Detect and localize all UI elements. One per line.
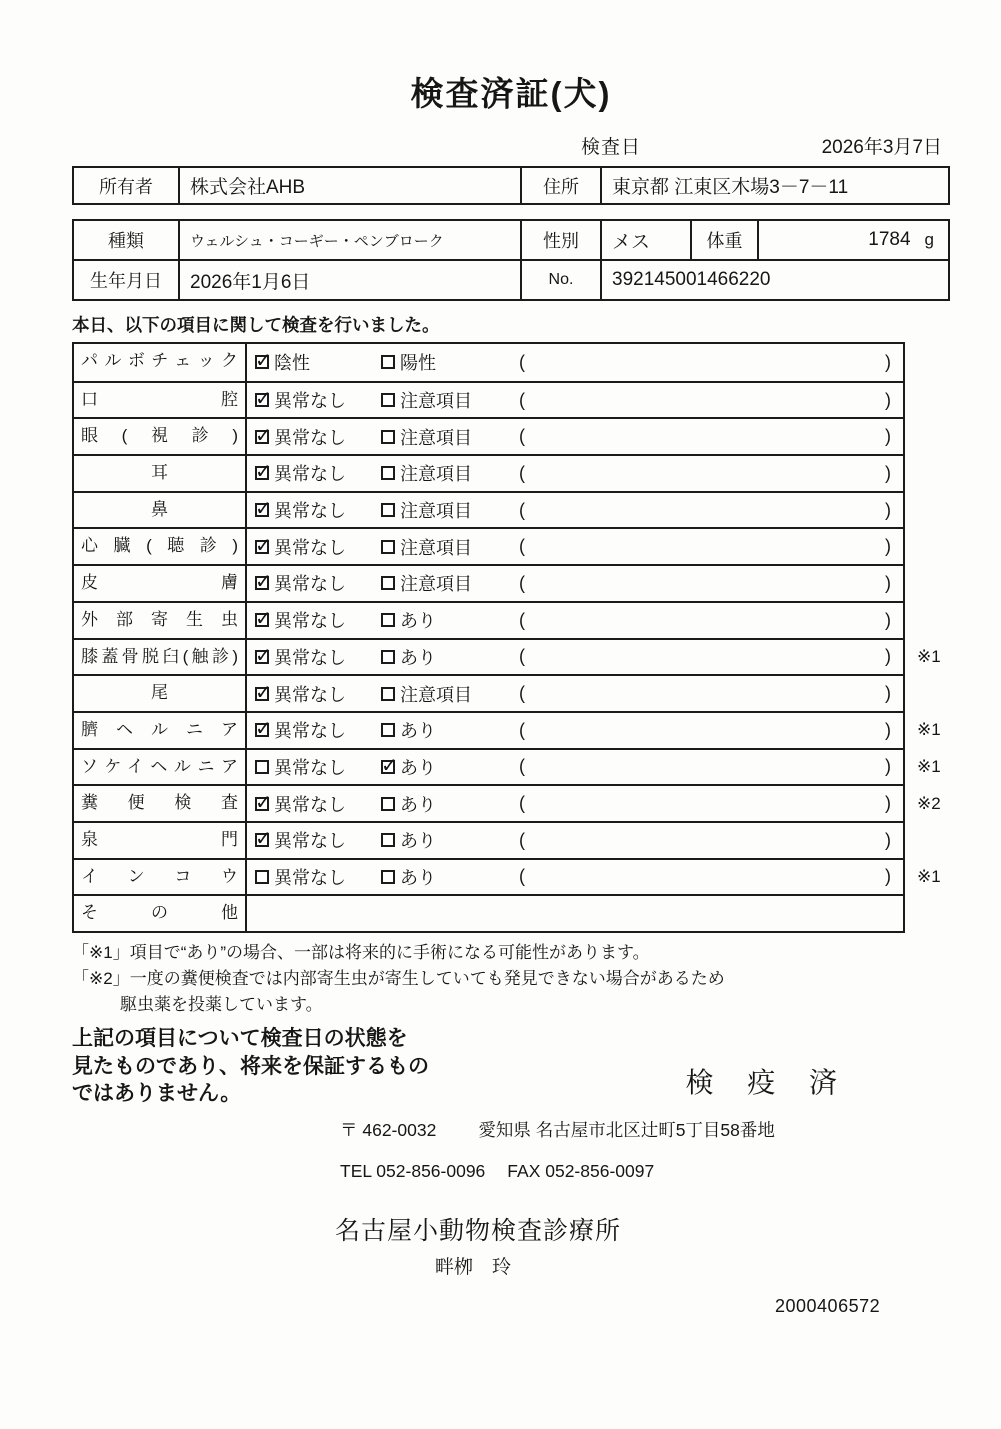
- paren-open: (: [519, 426, 525, 447]
- checkbox-option: [255, 424, 381, 450]
- checkbox-label: 注意項目: [400, 391, 472, 412]
- checklist-row: [74, 821, 903, 858]
- checkbox-checked-icon: [255, 393, 269, 407]
- checklist-row: [74, 417, 903, 454]
- paren-close: ): [885, 572, 891, 593]
- row-note: ※1: [917, 720, 941, 740]
- checkbox-option: [381, 534, 519, 560]
- paren-open: (: [519, 536, 525, 557]
- checkbox-option: [381, 387, 519, 413]
- checkbox-empty-icon: [381, 540, 395, 554]
- checklist-row: [74, 638, 941, 675]
- owner-label: 所有者: [73, 167, 179, 204]
- checklist-item-options: [247, 823, 903, 858]
- checkbox-label: 陽性: [400, 353, 436, 374]
- paren-close: ): [885, 499, 891, 520]
- address-label: 住所: [521, 167, 601, 204]
- statement-block: [72, 1025, 950, 1108]
- clinic-address: 愛知県 名古屋市北区辻町5丁目58番地: [478, 1119, 775, 1140]
- checkbox-option: [255, 681, 381, 707]
- row-note: ※2: [917, 793, 941, 813]
- checkbox-checked-icon: [255, 797, 269, 811]
- breed-value: ウェルシュ・コーギー・ペンブローク: [179, 220, 521, 260]
- intro-text: 本日、以下の項目に関して検査を行いました。: [72, 315, 440, 335]
- checklist-row: [74, 491, 903, 528]
- checkbox-label: 注意項目: [400, 427, 472, 448]
- checkbox-option: [381, 349, 519, 375]
- checklist-item-name: インコウ: [74, 860, 247, 895]
- owner-table: [72, 166, 950, 205]
- checkbox-empty-icon: [255, 870, 269, 884]
- checklist-item-name: 糞便検査: [74, 786, 247, 821]
- checklist-item-name: パルボチェック: [74, 344, 247, 381]
- checkbox-empty-icon: [381, 723, 395, 737]
- checkbox-checked-icon: [255, 613, 269, 627]
- row-note: ※1: [917, 866, 941, 886]
- checkbox-empty-icon: [381, 687, 395, 701]
- checklist-item-name: 心臓(聴診): [74, 529, 247, 564]
- checkbox-label: 異常なし: [274, 574, 346, 595]
- checklist-item-name: 眼(視診): [74, 419, 247, 454]
- owner-value: 株式会社AHB: [179, 167, 521, 204]
- breed-label: 種類: [73, 220, 179, 260]
- paren-open: (: [519, 499, 525, 520]
- checklist-item-options: [247, 750, 903, 785]
- veterinarian-name: 畔栁 玲: [435, 1256, 512, 1278]
- paren-close: ): [885, 646, 891, 667]
- checkbox-label: 異常なし: [274, 391, 346, 412]
- checkbox-option: [255, 754, 381, 780]
- checklist-item-options: [247, 529, 903, 564]
- checkbox-label: 注意項目: [400, 537, 472, 558]
- paren-open: (: [519, 646, 525, 667]
- page-title: 検査済証(犬): [410, 75, 612, 112]
- checkbox-option: [255, 827, 381, 853]
- checkbox-label: 異常なし: [274, 501, 346, 522]
- birthdate-label: 生年月日: [73, 260, 179, 300]
- checklist-item-options: [247, 383, 903, 418]
- serial-number: 2000406572: [775, 1295, 881, 1316]
- weight-unit: g: [924, 230, 934, 249]
- checkbox-option: [381, 644, 519, 670]
- paren-open: (: [519, 389, 525, 410]
- checkbox-label: 注意項目: [400, 684, 472, 705]
- address-value: 東京都 江東区木場3－7－11: [601, 167, 949, 204]
- checklist-row: [74, 858, 941, 895]
- checklist-item-name: 泉門: [74, 823, 247, 858]
- footnote-2-line2: 駆虫薬を投薬しています。: [120, 995, 323, 1014]
- checklist-row: [74, 748, 941, 785]
- checkbox-label: あり: [400, 794, 436, 815]
- paren-close: ): [885, 462, 891, 483]
- paren-open: (: [519, 683, 525, 704]
- checkbox-label: 注意項目: [400, 501, 472, 522]
- checkbox-label: あり: [400, 611, 436, 632]
- checklist-row: [74, 894, 903, 931]
- paren-open: (: [519, 572, 525, 593]
- checkbox-label: 異常なし: [274, 721, 346, 742]
- number-value: 392145001466220: [601, 260, 949, 300]
- checkbox-checked-icon: [255, 687, 269, 701]
- checkbox-option: [381, 607, 519, 633]
- checkbox-label: 異常なし: [274, 684, 346, 705]
- checkbox-label: あり: [400, 757, 436, 778]
- clinic-fax: FAX 052-856-0097: [507, 1160, 655, 1181]
- checkbox-option: [381, 864, 519, 890]
- checkbox-option: [255, 349, 381, 375]
- checklist-item-options: [247, 860, 903, 895]
- checklist-row: [74, 454, 903, 491]
- checkbox-empty-icon: [381, 650, 395, 664]
- checkbox-empty-icon: [381, 393, 395, 407]
- paren-open: (: [519, 866, 525, 887]
- checkbox-empty-icon: [381, 870, 395, 884]
- checkbox-label: 異常なし: [274, 831, 346, 852]
- footnote-1: 「※1」項目で“あり”の場合、一部は将来的に手術になる可能性があります。: [72, 943, 650, 962]
- checkbox-checked-icon: [255, 723, 269, 737]
- checkbox-checked-icon: [255, 650, 269, 664]
- paren-open: (: [519, 462, 525, 483]
- paren-close: ): [885, 536, 891, 557]
- checkbox-option: [255, 644, 381, 670]
- checklist-item-options: [247, 603, 903, 638]
- checkbox-label: 注意項目: [400, 574, 472, 595]
- checkbox-option: [381, 497, 519, 523]
- checkbox-label: 異常なし: [274, 427, 346, 448]
- checkbox-option: [381, 754, 519, 780]
- checklist-row: [74, 784, 941, 821]
- checkbox-option: [255, 497, 381, 523]
- checkbox-label: 異常なし: [274, 757, 346, 778]
- checkbox-empty-icon: [381, 503, 395, 517]
- checklist-row: [74, 527, 903, 564]
- checkbox-empty-icon: [381, 430, 395, 444]
- checkbox-label: あり: [400, 647, 436, 668]
- checkbox-checked-icon: [255, 540, 269, 554]
- checkbox-option: [255, 570, 381, 596]
- checklist-item-options: [247, 493, 903, 528]
- paren-open: (: [519, 756, 525, 777]
- checkbox-option: [255, 607, 381, 633]
- weight-label: 体重: [691, 220, 758, 260]
- checkbox-checked-icon: [255, 576, 269, 590]
- checklist-item-options: [247, 676, 903, 711]
- paren-close: ): [885, 756, 891, 777]
- statement-line: 上記の項目について検査日の状態を: [72, 1027, 408, 1050]
- paren-open: (: [519, 829, 525, 850]
- checkbox-label: あり: [400, 831, 436, 852]
- checklist-item-name: 膝蓋骨脱臼(触診): [74, 640, 247, 675]
- weight-number: 1784: [868, 229, 911, 250]
- row-note: ※1: [917, 646, 941, 666]
- checklist-item-name: 皮膚: [74, 566, 247, 601]
- statement-line: 見たものであり、将来を保証するもの: [72, 1054, 429, 1078]
- checklist-item-options: [247, 713, 903, 748]
- checkbox-checked-icon: [255, 503, 269, 517]
- checkbox-empty-icon: [381, 576, 395, 590]
- checkbox-option: [255, 534, 381, 560]
- paren-open: (: [519, 719, 525, 740]
- checkbox-option: [255, 387, 381, 413]
- checklist-item-name: 耳: [74, 456, 247, 491]
- checkbox-option: [381, 460, 519, 486]
- birthdate-value: 2026年1月6日: [179, 260, 521, 300]
- checkbox-label: 異常なし: [274, 611, 346, 632]
- checkbox-option: [381, 424, 519, 450]
- footnotes: [72, 940, 950, 1018]
- checkbox-option: [381, 681, 519, 707]
- checklist-item-name: 口腔: [74, 383, 247, 418]
- checkbox-empty-icon: [381, 466, 395, 480]
- paren-open: (: [519, 351, 525, 372]
- dog-info-table: [72, 219, 950, 301]
- table-row: [73, 220, 949, 260]
- checkbox-empty-icon: [381, 355, 395, 369]
- checklist-item-options: [247, 419, 903, 454]
- checkbox-label: 異常なし: [274, 867, 346, 888]
- checkbox-label: 異常なし: [274, 794, 346, 815]
- checkbox-checked-icon: [255, 833, 269, 847]
- checklist-item-name: 外部寄生虫: [74, 603, 247, 638]
- number-label: No.: [521, 260, 601, 300]
- checklist-item-options: [247, 896, 903, 931]
- checklist-item-name: 尾: [74, 676, 247, 711]
- row-note: ※1: [917, 756, 941, 776]
- paren-close: ): [885, 866, 891, 887]
- checklist-item-name: ソケイヘルニア: [74, 750, 247, 785]
- paren-close: ): [885, 683, 891, 704]
- checkbox-option: [381, 717, 519, 743]
- checklist-item-options: [247, 786, 903, 821]
- paren-close: ): [885, 426, 891, 447]
- paren-open: (: [519, 609, 525, 630]
- checkbox-option: [255, 717, 381, 743]
- checklist-item-options: [247, 344, 903, 381]
- checklist-row: [74, 601, 903, 638]
- checkbox-label: 陰性: [274, 353, 310, 374]
- checkbox-checked-icon: [255, 466, 269, 480]
- checkbox-empty-icon: [381, 613, 395, 627]
- checklist-row: [74, 344, 903, 381]
- paren-close: ): [885, 389, 891, 410]
- checklist-row: [74, 564, 903, 601]
- paren-close: ): [885, 719, 891, 740]
- checklist-item-options: [247, 566, 903, 601]
- paren-close: ): [885, 793, 891, 814]
- checkbox-option: [381, 791, 519, 817]
- checklist-row: [74, 711, 941, 748]
- clinic-tel-line: [340, 1161, 950, 1182]
- checkbox-empty-icon: [255, 760, 269, 774]
- checkbox-option: [255, 460, 381, 486]
- checkbox-label: 異常なし: [274, 647, 346, 668]
- checkbox-checked-icon: [381, 760, 395, 774]
- checkbox-empty-icon: [381, 833, 395, 847]
- weight-value: [758, 220, 949, 260]
- sex-value: メス: [601, 220, 691, 260]
- checkbox-label: 異常なし: [274, 537, 346, 558]
- quarantine-stamp: 検 疫 済: [685, 1067, 850, 1098]
- footnote-2-line1: 「※2」一度の糞便検査では内部寄生虫が寄生していても発見できない場合があるため: [72, 969, 725, 988]
- checklist-table: [72, 342, 941, 933]
- checkbox-label: あり: [400, 721, 436, 742]
- table-row: [73, 167, 949, 204]
- checklist-item-name: 鼻: [74, 493, 247, 528]
- checklist-row: [74, 674, 903, 711]
- inspection-date-row: [72, 132, 950, 159]
- checkbox-option: [381, 570, 519, 596]
- checklist-item-options: [247, 456, 903, 491]
- inspection-date-label: 検査日: [581, 137, 642, 158]
- paren-close: ): [885, 351, 891, 372]
- statement-line: ではありません。: [72, 1082, 242, 1105]
- clinic-tel: TEL 052-856-0096: [340, 1160, 486, 1181]
- clinic-postal: 〒 462-0032: [340, 1119, 437, 1140]
- checklist-item-name: 臍ヘルニア: [74, 713, 247, 748]
- sex-label: 性別: [521, 220, 601, 260]
- checkbox-label: 異常なし: [274, 464, 346, 485]
- paren-close: ): [885, 609, 891, 630]
- checkbox-option: [255, 791, 381, 817]
- checklist-item-options: [247, 640, 903, 675]
- inspection-date-value: 2026年3月7日: [821, 137, 942, 158]
- clinic-address-line: [340, 1117, 950, 1142]
- checkbox-option: [381, 827, 519, 853]
- clinic-name: 名古屋小動物検査診療所: [335, 1216, 622, 1245]
- checkbox-checked-icon: [255, 430, 269, 444]
- checkbox-option: [255, 864, 381, 890]
- checklist-row: [74, 381, 903, 418]
- paren-close: ): [885, 829, 891, 850]
- paren-open: (: [519, 793, 525, 814]
- table-row: [73, 260, 949, 300]
- checkbox-checked-icon: [255, 355, 269, 369]
- checkbox-empty-icon: [381, 797, 395, 811]
- checklist-item-name: その他: [74, 896, 247, 931]
- checkbox-label: 注意項目: [400, 464, 472, 485]
- checkbox-label: あり: [400, 867, 436, 888]
